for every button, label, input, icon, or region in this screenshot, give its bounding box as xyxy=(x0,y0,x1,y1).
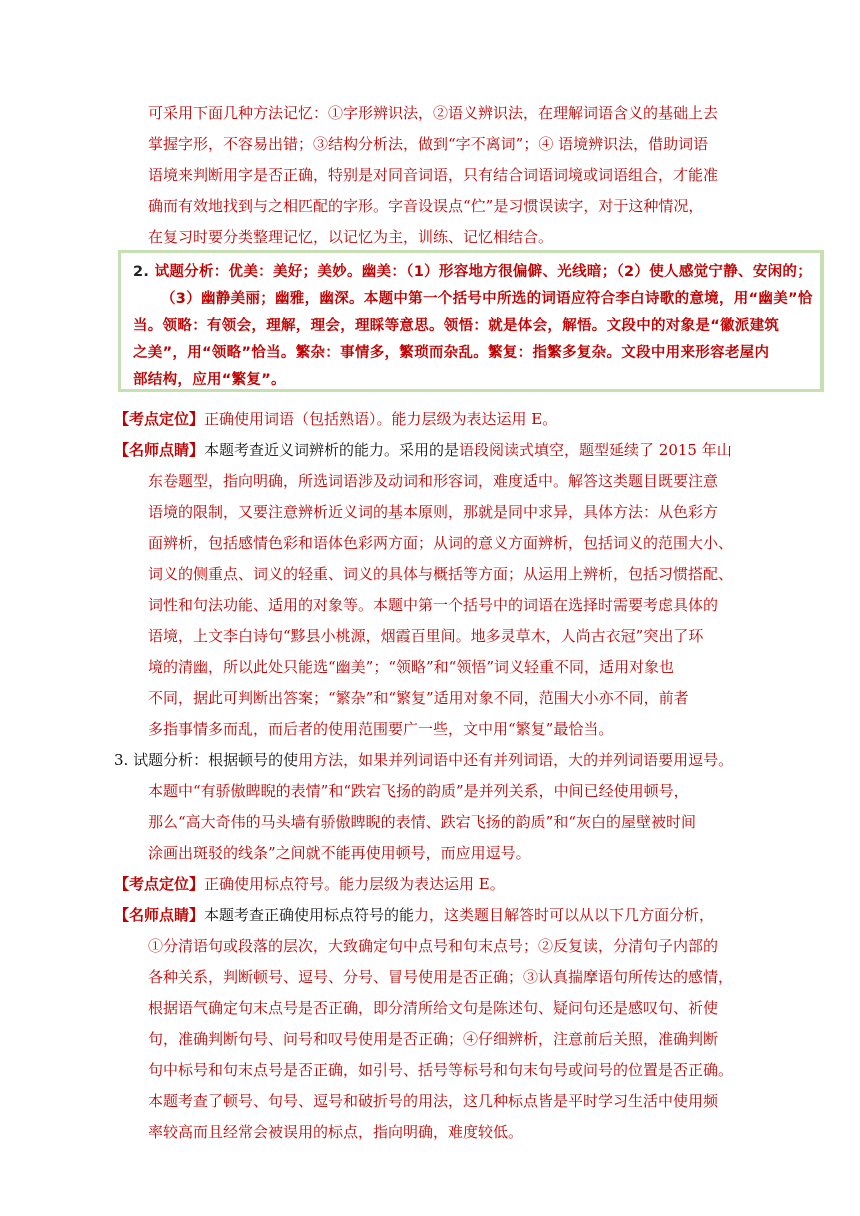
boxed-line: （3）幽静美丽；幽雅，幽深。本题中第一个括号中所选的词语应符合李白诗歌的意境，用“幽美”恰 xyxy=(161,291,813,307)
question-number: 3. xyxy=(114,751,129,769)
mingshi-line: 词性和句法功能、适用的对象等。本题中第一个括号中的词语在选择时需要考虑具体的 xyxy=(148,596,719,614)
mingshi-first-line xyxy=(114,900,733,931)
mingshi-label: 【名师点睛】 xyxy=(114,906,205,924)
mingshi-label: 【名师点睛】 xyxy=(114,441,205,459)
kaodian-text: 正确使用标点符号。能力层级为表达运用 E。 xyxy=(204,875,505,893)
boxed-line: 部结构，应用“繁复”。 xyxy=(133,372,286,388)
mingshi-text-red: 力，这类题目解答时可以从以下几方面分析， xyxy=(414,906,715,924)
intro-paragraph xyxy=(148,98,718,253)
mingshi-text-red: 语段阅读式填空，题型延续了 2015 年山 xyxy=(459,441,732,459)
mingshi-line: 句，准确判断句号、问号和叹号使用是否正确；④仔细辨析，注意前后关照，准确判断 xyxy=(148,1030,719,1048)
mingshi-text-black: 本题考查近义词辨析的能力。采用的是 xyxy=(204,441,460,459)
mingshi-first-line xyxy=(114,435,733,466)
mingshi-line: 不同，据此可判断出答案；“繁杂”和“繁复”适用对象不同，范围大小亦不同，前者 xyxy=(148,689,689,707)
q3-text-black: 试题分析：根据顿号的使 xyxy=(133,751,299,769)
kaodian-line xyxy=(114,404,557,435)
question-number: 2. xyxy=(133,264,150,280)
boxed-line xyxy=(133,259,812,286)
question-3-analysis xyxy=(114,745,733,869)
mingshi-line: ①分清语句或段落的层次，大致确定句中点号和句末点号；②反复读，分清句子内部的 xyxy=(148,937,719,955)
intro-line: 语境来判断用字是否正确，特别是对同音词语，只有结合词语词境或词语组合，才能准 xyxy=(148,166,719,184)
boxed-line: 之美”，用“领略”恰当。繁杂：事情多，繁琐而杂乱。繁复：指繁多复杂。文段中用来形容老屋内 xyxy=(133,345,770,361)
kaodian-line xyxy=(114,869,505,900)
mingshi-line: 境的清幽，所以此处只能选“幽美”；“领略”和“领悟”词义轻重不同，适用对象也 xyxy=(148,658,675,676)
kaodian-text: 正确使用词语（包括熟语）。能力层级为表达运用 E。 xyxy=(204,410,558,428)
mingshi-line: 语境的限制，又要注意辨析近义词的基本原则，那就是同中求异，具体方法：从色彩方 xyxy=(148,503,719,521)
mingshi-line: 句中标号和句末点号是否正确，如引号、括号等标号和句末句号或问号的位置是否正确。 xyxy=(148,1061,734,1079)
mingshi-text-black: 本题考查正确使用标点符号的能 xyxy=(204,906,415,924)
kaodian-section-1 xyxy=(114,404,557,435)
mingshi-line: 各种关系，判断顿号、逗号、分号、冒号使用是否正确；③认真揣摩语句所传达的感情， xyxy=(148,968,734,986)
intro-line: 可采用下面几种方法记忆：①字形辨识法，②语义辨识法，在理解词语含义的基础上去 xyxy=(148,104,719,122)
mingshi-line: 多指事情多而乱，而后者的使用范围要广一些，文中用“繁复”最恰当。 xyxy=(148,720,614,738)
q3-text-red: 用方法，如果并列词语中还有并列词语，大的并列词语要用逗号。 xyxy=(298,751,734,769)
q3-line: 本题中“有骄傲睥睨的表情”和“跌宕飞扬的韵质”是并列关系，中间已经使用顿号， xyxy=(148,782,689,800)
q3-first-line xyxy=(114,745,733,776)
kaodian-section-2 xyxy=(114,869,505,900)
intro-line: 在复习时要分类整理记忆，以记忆为主，训练、记忆相结合。 xyxy=(148,228,554,246)
mingshi-line: 词义的侧重点、词义的轻重、词义的具体与概括等方面；从运用上辨析，包括习惯搭配、 xyxy=(148,565,734,583)
q3-line: 涂画出斑驳的线条”之间就不能再使用顿号，而应用逗号。 xyxy=(148,844,531,862)
mingshi-section-2 xyxy=(114,900,733,1148)
boxed-analysis-2 xyxy=(118,250,824,392)
mingshi-line: 根据语气确定句末点号是否正确，即分清所给文句是陈述句、疑问句还是感叹句、祈使 xyxy=(148,999,719,1017)
mingshi-line: 本题考查了顿号、句号、逗号和破折号的用法，这几种标点皆是平时学习生活中使用频 xyxy=(148,1092,719,1110)
kaodian-label: 【考点定位】 xyxy=(114,410,205,428)
kaodian-label: 【考点定位】 xyxy=(114,875,205,893)
boxed-line: 当。领略：有领会，理解，理会，理睬等意思。领悟：就是体会，解悟。文段中的对象是“徽派建筑 xyxy=(133,318,780,334)
mingshi-section-1 xyxy=(114,435,733,745)
intro-line: 确而有效地找到与之相匹配的字形。字音设误点“伫”是习惯误读字，对于这种情况， xyxy=(148,197,704,215)
mingshi-line: 率较高而且经常会被误用的标点，指向明确，难度较低。 xyxy=(148,1123,524,1141)
mingshi-line: 面辨析，包括感情色彩和语体色彩两方面；从词的意义方面辨析，包括词义的范围大小、 xyxy=(148,534,734,552)
mingshi-line: 语境，上文李白诗句“黟县小桃源，烟霞百里间。地多灵草木，人尚古衣冠”突出了环 xyxy=(148,627,704,645)
mingshi-line: 东卷题型，指向明确，所选词语涉及动词和形容词，难度适中。解答这类题目既要注意 xyxy=(148,472,719,490)
intro-line: 掌握字形，不容易出错；③结构分析法，做到“字不离词”；④ 语境辨识法，借助词语 xyxy=(148,135,709,153)
q3-line: 那么“高大奇伟的马头墙有骄傲睥睨的表情、跌宕飞扬的韵质”和“灰白的屋壁被时间 xyxy=(148,813,697,831)
boxed-line-text: 试题分析：优美：美好；美妙。幽美：（1）形容地方很偏僻、光线暗；（2）使人感觉宁静、安闲的； xyxy=(154,264,813,280)
